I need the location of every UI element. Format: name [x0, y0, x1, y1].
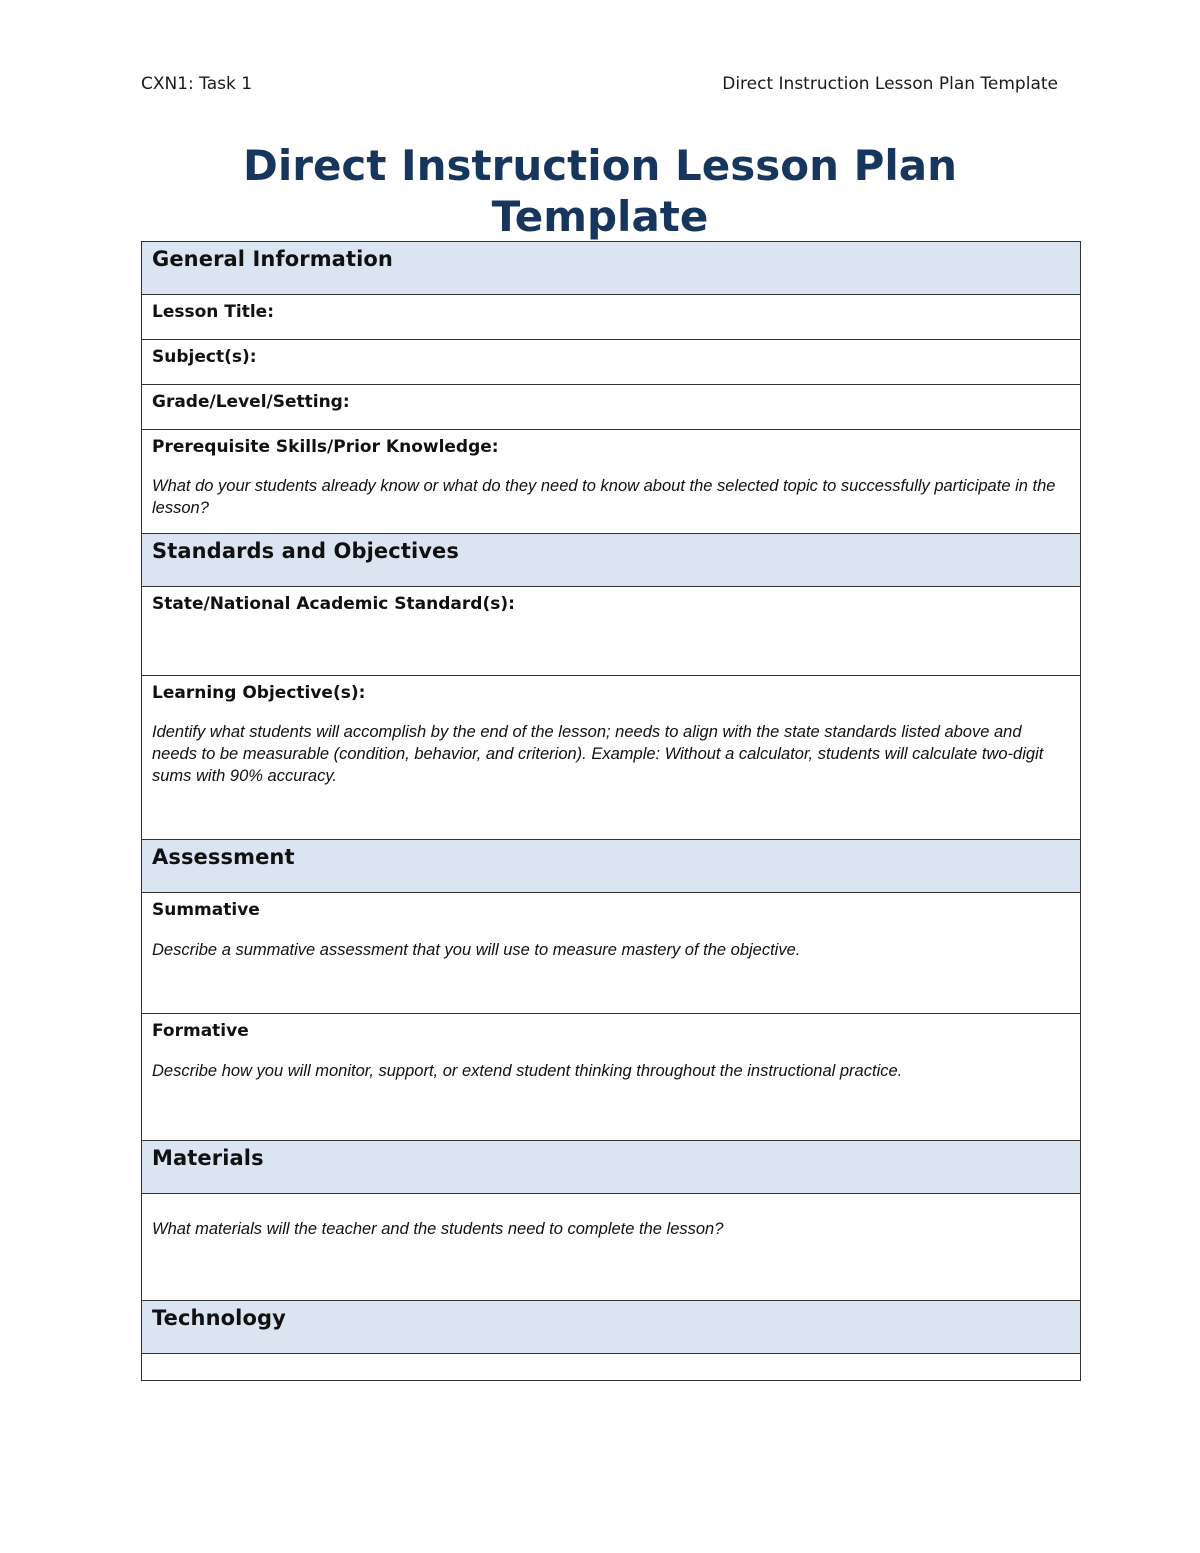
summative-label: Summative — [152, 900, 260, 920]
document-title-line-2: Template — [491, 192, 709, 241]
field-row-formative — [142, 1014, 1081, 1141]
section-heading-standards: Standards and Objectives — [152, 539, 459, 563]
document-title — [141, 140, 1059, 242]
summative-hint: Describe a summative assessment that you will use to measure mastery of the objective. — [152, 941, 801, 959]
prerequisite-skills-hint: What do your students already know or what do they need to know about the selected topic to successfully participate in the lesson? — [152, 477, 1056, 517]
field-row-materials — [142, 1194, 1081, 1301]
field-row-technology — [142, 1354, 1081, 1381]
field-row-academic-standards — [142, 587, 1081, 676]
formative-label: Formative — [152, 1021, 249, 1041]
section-row-materials — [142, 1141, 1081, 1194]
subjects-label: Subject(s): — [152, 347, 257, 367]
formative-hint: Describe how you will monitor, support, or extend student thinking throughout the instructional practice. — [152, 1062, 903, 1080]
section-heading-general: General Information — [152, 247, 393, 271]
field-row-grade — [142, 385, 1081, 430]
document-title-line-1: Direct Instruction Lesson Plan — [242, 141, 958, 190]
section-row-standards — [142, 534, 1081, 587]
section-row-assessment — [142, 840, 1081, 893]
lesson-title-label: Lesson Title: — [152, 302, 275, 322]
learning-objectives-label: Learning Objective(s): — [152, 683, 366, 703]
section-heading-technology: Technology — [152, 1306, 286, 1330]
grade-level-setting-label: Grade/Level/Setting: — [152, 392, 350, 412]
running-header-right: Direct Instruction Lesson Plan Template — [722, 74, 1058, 94]
field-row-summative — [142, 893, 1081, 1014]
section-heading-assessment: Assessment — [152, 845, 295, 869]
field-row-lesson-title — [142, 295, 1081, 340]
materials-hint: What materials will the teacher and the students need to complete the lesson? — [152, 1220, 724, 1238]
field-row-subjects — [142, 340, 1081, 385]
field-row-prerequisite — [142, 430, 1081, 534]
academic-standards-label: State/National Academic Standard(s): — [152, 594, 515, 614]
field-row-learning-objectives — [142, 676, 1081, 840]
prerequisite-skills-label: Prerequisite Skills/Prior Knowledge: — [152, 437, 499, 457]
running-header-left: CXN1: Task 1 — [141, 74, 253, 94]
section-row-general — [142, 242, 1081, 295]
section-heading-materials: Materials — [152, 1146, 264, 1170]
lesson-plan-table — [141, 241, 1081, 1381]
section-row-technology — [142, 1301, 1081, 1354]
learning-objectives-hint: Identify what students will accomplish by the end of the lesson; needs to align with the state standards listed above and needs to be measurable (condition, behavior, and criterion). Example: Without a calculator, students will calculate two-digit sums with 90% accuracy. — [152, 723, 1044, 785]
